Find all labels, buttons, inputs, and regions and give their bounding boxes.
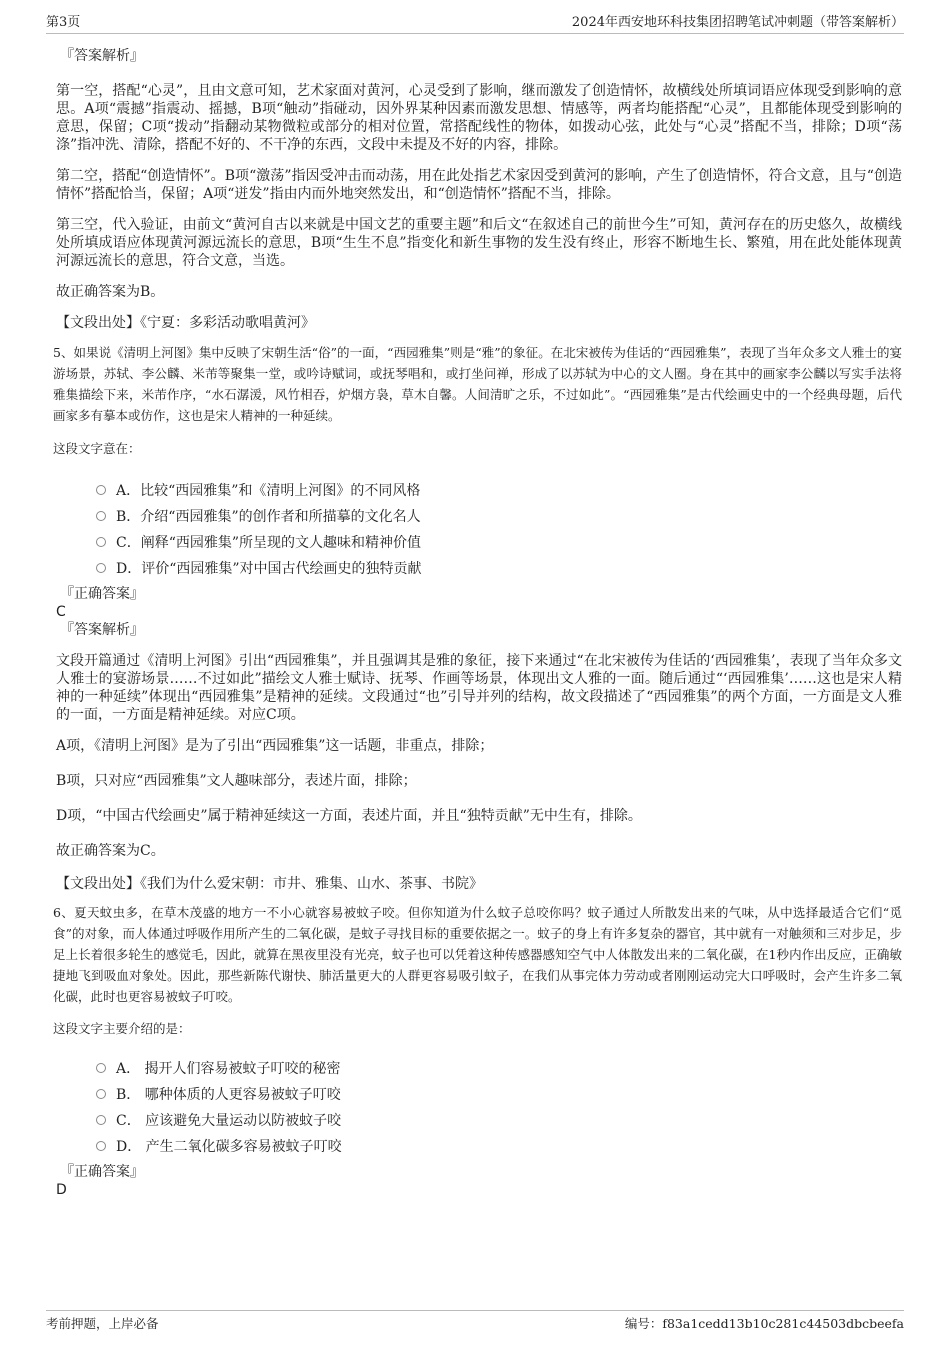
question-6-prompt: 这段文字主要介绍的是： [53,1021,191,1036]
option-b[interactable]: B． 哪种体质的人更容易被蚊子叮咬 [96,1081,902,1107]
analysis-paragraph-3: 第三空，代入验证，由前文“黄河自古以来就是中国文艺的重要主题”和后文“在叙述自己的前世今生”可知，黄河存在的历史悠久，故横线处所填成语应体现黄河源远流长的意思，B项“生生不息”指变化和新生事物的发生没有终止，形容不断地生长、繁殖，用在此处能体现黄河源远流长的意思，符合文意，当选。 [56,217,902,269]
page-number: 第3页 [46,15,81,30]
option-d[interactable]: D．评价“西园雅集”对中国古代绘画史的独特贡献 [96,555,902,581]
question-6-text: 6、夏天蚊虫多，在草木茂盛的地方一不小心就容易被蚊子咬。但你知道为什么蚊子总咬你吗？蚊子通过人所散发出来的气味，从中选择最适合它们“觅食”的对象，而人体通过呼吸作用所产生的二氧化碳，是蚊子寻找目标的重要依据之一。蚊子的身上有许多复杂的器官，其中就有一对触须和三对步足，步足上长着很多轮生的感觉毛，因此，就算在黑夜里没有光亮，蚊子也可以凭着这种传感器感知空气中人体散发出来的二氧化碳，在1秒内作出反应，正确敏捷地飞到吸血对象处。因此，那些新陈代谢快、肺活量更大的人群更容易吸引蚊子，在我们从事完体力劳动或者刚刚运动完大口呼吸时，会产生许多二氧化碳，此时也更容易被蚊子叮咬。 [53,905,902,1004]
option-d-note: D项，“中国古代绘画史”属于精神延续这一方面，表述片面，并且“独特贡献”无中生有，排除。 [56,808,642,824]
conclusion: 故正确答案为B。 [56,284,165,300]
radio-icon[interactable] [96,1141,106,1151]
option-d[interactable]: D． 产生二氧化碳多容易被蚊子叮咬 [96,1133,902,1159]
question-5-options [96,477,902,581]
answer-label: 『正确答案』 [60,1164,144,1180]
page-footer [46,1310,904,1332]
question-5-prompt: 这段文字意在： [53,441,141,456]
option-a[interactable]: A．比较“西园雅集”和《清明上河图》的不同风格 [96,477,902,503]
analysis-paragraph-2: 第二空，搭配“创造情怀”。B项“激荡”指因受冲击而动荡，用在此处指艺术家因受到黄河的影响，产生了创造情怀，符合文意，且与“创造情怀”搭配恰当，保留；A项“迸发”指由内而外地突然发出，和“创造情怀”搭配不当，排除。 [56,168,902,202]
radio-icon[interactable] [96,1115,106,1125]
document-id: 编号：f83a1cedd13b10c281c44503dbcbeefa [624,1316,904,1331]
analysis-paragraph-1: 第一空，搭配“心灵”，且由文意可知，艺术家面对黄河，心灵受到了影响，继而激发了创造情怀，故横线处所填词语应体现受到影响的意思。A项“震撼”指震动、摇撼，B项“触动”指碰动，因外界某种因素而激发思想、情感等，两者均能搭配“心灵”，且都能体现受到影响的意思，保留；C项“拨动”指翻动某物微粒或部分的相对位置，常搭配线性的物体，如拨动心弦，此处与“心灵”搭配不当，排除；D项“荡涤”指冲洗、清除，搭配不好的、不干净的东西，文段中未提及不好的内容，排除。 [56,83,902,153]
radio-icon[interactable] [96,563,106,573]
correct-answer: C [56,604,66,620]
radio-icon[interactable] [96,485,106,495]
source-citation: 【文段出处】《我们为什么爱宋朝：市井、雅集、山水、茶事、书院》 [56,876,483,892]
radio-icon[interactable] [96,511,106,521]
question-6-options [96,1055,902,1159]
radio-icon[interactable] [96,1089,106,1099]
answer-label: 『正确答案』 [60,586,144,602]
option-b[interactable]: B．介绍“西园雅集”的创作者和所描摹的文化名人 [96,503,902,529]
question-5-text: 5、如果说《清明上河图》集中反映了宋朝生活“俗”的一面，“西园雅集”则是“雅”的象征。在北宋被传为佳话的“西园雅集”，表现了当年众多文人雅士的宴游场景，苏轼、李公麟、米芾等聚集一堂，或吟诗赋词，或抚琴唱和，或打坐问禅，形成了以苏轼为中心的文人圈。身在其中的画家李公麟以写实手法将雅集描绘下来，米芾作序，“水石潺湲，风竹相吞，炉烟方袅，草木自馨。人间清旷之乐，不过如此”。“西园雅集”是古代绘画史中的一个经典母题，后代画家多有摹本或仿作，这也是宋人精神的一种延续。 [53,345,902,423]
footer-slogan: 考前押题，上岸必备 [46,1316,159,1331]
analysis-label: 『答案解析』 [60,622,144,638]
page-content [53,47,902,1199]
option-c[interactable]: C．阐释“西园雅集”所呈现的文人趣味和精神价值 [96,529,902,555]
radio-icon[interactable] [96,1063,106,1073]
document-title: 2024年西安地环科技集团招聘笔试冲刺题（带答案解析） [571,15,904,30]
radio-icon[interactable] [96,537,106,547]
option-a-note: A项，《清明上河图》是为了引出“西园雅集”这一话题，非重点，排除； [56,738,494,754]
analysis-paragraph: 文段开篇通过《清明上河图》引出“西园雅集”，并且强调其是雅的象征，接下来通过“在北宋被传为佳话的‘西园雅集’，表现了当年众多文人雅士的宴游场景……不过如此”描绘文人雅士赋诗、抚琴、作画等场景，体现出文人雅的一面。随后通过“‘西园雅集’……这也是宋人精神的一种延续”体现出“西园雅集”是精神的延续。文段通过“也”引导并列的结构，故文段描述了“西园雅集”的两个方面，一方面是文人雅的一面，一方面是精神延续。对应C项。 [56,653,902,723]
option-b-note: B项，只对应“西园雅集”文人趣味部分，表述片面，排除； [56,773,417,789]
source-citation: 【文段出处】《宁夏：多彩活动歌唱黄河》 [56,315,315,331]
option-c[interactable]: C． 应该避免大量运动以防被蚊子咬 [96,1107,902,1133]
page-header [46,14,904,34]
option-a[interactable]: A． 揭开人们容易被蚊子叮咬的秘密 [96,1055,902,1081]
correct-answer: D [56,1182,67,1198]
analysis-label: 『答案解析』 [60,48,144,64]
conclusion: 故正确答案为C。 [56,843,165,859]
